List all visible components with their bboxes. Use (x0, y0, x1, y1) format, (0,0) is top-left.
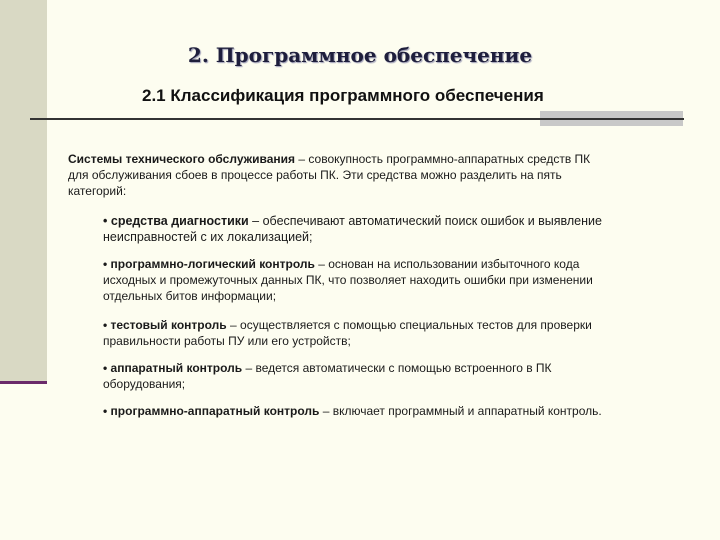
bullet-icon: • (103, 361, 108, 375)
bullet-icon: • (103, 257, 108, 271)
list-item-test-control (103, 317, 623, 349)
list-item-text: – ведется автоматически с помощью встроенного в ПК оборудования; (103, 361, 552, 391)
list-item-text: – осуществляется с помощью специальных тестов для проверки правильности работы ПУ или его устройств; (103, 318, 592, 348)
list-item-hw-sw-control (103, 403, 623, 419)
left-decor-line (0, 381, 47, 384)
slide-title: 2. Программное обеспечение (187, 43, 533, 67)
header-divider (30, 118, 684, 120)
list-item-term: средства диагностики (110, 214, 249, 228)
bullet-icon: • (103, 404, 108, 418)
intro-term: Системы технического обслуживания (68, 152, 296, 166)
bullet-icon: • (103, 318, 108, 332)
list-item-hardware-control (103, 360, 623, 392)
intro-paragraph (68, 151, 608, 199)
list-item-diagnostics (103, 213, 623, 245)
list-item-term: программно-аппаратный контроль (110, 404, 320, 418)
bullet-icon: • (103, 214, 108, 228)
list-item-logic-control (103, 256, 623, 304)
slide-subtitle: 2.1 Классификация программного обеспечения (142, 86, 544, 105)
list-item-term: тестовый контроль (110, 318, 227, 332)
list-item-text: – основан на использовании избыточного кода исходных и промежуточных данных ПК, что позволяет находить ошибки при изменении отдельных битов информации; (103, 257, 593, 303)
list-item-text: – обеспечивают автоматический поиск ошибок и выявление неисправностей с их локализацией; (103, 214, 602, 244)
list-item-text: – включает программный и аппаратный контроль. (319, 404, 602, 418)
category-list (103, 213, 623, 430)
intro-text: – совокупность программно-аппаратных средств ПК для обслуживания сбоев в процессе работы ПК. Эти средства можно разделить на пять категорий: (68, 152, 591, 198)
list-item-term: программно-логический контроль (110, 257, 315, 271)
list-item-term: аппаратный контроль (110, 361, 243, 375)
